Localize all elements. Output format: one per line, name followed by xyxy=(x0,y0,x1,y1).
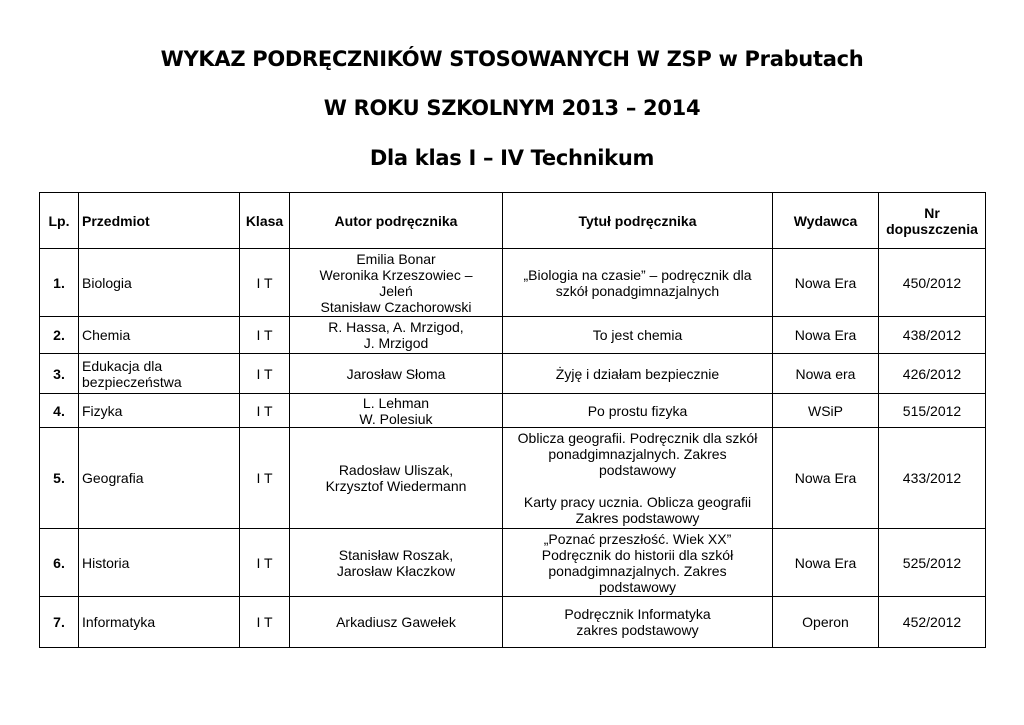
cell-lp: 4. xyxy=(40,394,79,428)
class-range-heading: Dla klas I – IV Technikum xyxy=(369,146,655,170)
cell-class: I T xyxy=(240,529,290,597)
cell-title: To jest chemia xyxy=(503,317,773,354)
table-row xyxy=(40,317,986,354)
cell-publisher: Nowa era xyxy=(773,354,879,394)
cell-approval-number: 426/2012 xyxy=(879,354,986,394)
textbook-table xyxy=(39,192,986,648)
cell-subject: Geografia xyxy=(79,428,240,529)
cell-lp: 2. xyxy=(40,317,79,354)
column-header-subject: Przedmiot xyxy=(79,193,240,249)
cell-title: Podręcznik Informatyka zakres podstawowy xyxy=(503,597,773,648)
cell-author: Arkadiusz Gawełek xyxy=(290,597,503,648)
column-header-approval-number: Nr dopuszczenia xyxy=(879,193,986,249)
school-year-heading: W ROKU SZKOLNYM 2013 – 2014 xyxy=(323,96,701,120)
column-header-publisher: Wydawca xyxy=(773,193,879,249)
cell-subject: Biologia xyxy=(79,249,240,317)
cell-lp: 6. xyxy=(40,529,79,597)
table-row xyxy=(40,354,986,394)
cell-author: Stanisław Roszak, Jarosław Kłaczkow xyxy=(290,529,503,597)
column-header-lp: Lp. xyxy=(40,193,79,249)
cell-author: Jarosław Słoma xyxy=(290,354,503,394)
table-row xyxy=(40,529,986,597)
cell-class: I T xyxy=(240,249,290,317)
cell-lp: 1. xyxy=(40,249,79,317)
table-row xyxy=(40,249,986,317)
cell-approval-number: 515/2012 xyxy=(879,394,986,428)
cell-class: I T xyxy=(240,394,290,428)
table-header-row xyxy=(40,193,986,249)
cell-publisher: Nowa Era xyxy=(773,249,879,317)
cell-publisher: Nowa Era xyxy=(773,529,879,597)
cell-author: Radosław Uliszak, Krzysztof Wiedermann xyxy=(290,428,503,529)
column-header-title: Tytuł podręcznika xyxy=(503,193,773,249)
column-header-class: Klasa xyxy=(240,193,290,249)
cell-title: Oblicza geografii. Podręcznik dla szkół ponadgimnazjalnych. Zakres podstawowy Karty pracy ucznia. Oblicza geografii Zakres podstawowy xyxy=(503,428,773,529)
cell-publisher: Operon xyxy=(773,597,879,648)
cell-author: R. Hassa, A. Mrzigod, J. Mrzigod xyxy=(290,317,503,354)
cell-title: „Poznać przeszłość. Wiek XX” Podręcznik do historii dla szkół ponadgimnazjalnych. Zakres podstawowy xyxy=(503,529,773,597)
cell-lp: 7. xyxy=(40,597,79,648)
cell-subject: Informatyka xyxy=(79,597,240,648)
cell-lp: 3. xyxy=(40,354,79,394)
cell-subject: Chemia xyxy=(79,317,240,354)
table-row xyxy=(40,394,986,428)
cell-approval-number: 433/2012 xyxy=(879,428,986,529)
cell-title: Po prostu fizyka xyxy=(503,394,773,428)
cell-class: I T xyxy=(240,428,290,529)
cell-author: Emilia Bonar Weronika Krzeszowiec – Jeleń Stanisław Czachorowski xyxy=(290,249,503,317)
cell-approval-number: 438/2012 xyxy=(879,317,986,354)
document-title: WYKAZ PODRĘCZNIKÓW STOSOWANYCH W ZSP w Prabutach xyxy=(160,47,864,71)
cell-approval-number: 450/2012 xyxy=(879,249,986,317)
table-row xyxy=(40,428,986,529)
cell-class: I T xyxy=(240,597,290,648)
cell-author: L. Lehman W. Polesiuk xyxy=(290,394,503,428)
cell-lp: 5. xyxy=(40,428,79,529)
cell-class: I T xyxy=(240,354,290,394)
cell-class: I T xyxy=(240,317,290,354)
cell-title: „Biologia na czasie” – podręcznik dla szkół ponadgimnazjalnych xyxy=(503,249,773,317)
table-row xyxy=(40,597,986,648)
cell-publisher: Nowa Era xyxy=(773,428,879,529)
column-header-author: Autor podręcznika xyxy=(290,193,503,249)
cell-publisher: Nowa Era xyxy=(773,317,879,354)
cell-subject: Historia xyxy=(79,529,240,597)
cell-subject: Fizyka xyxy=(79,394,240,428)
cell-title: Żyję i działam bezpiecznie xyxy=(503,354,773,394)
cell-subject: Edukacja dla bezpieczeństwa xyxy=(79,354,240,394)
cell-approval-number: 525/2012 xyxy=(879,529,986,597)
cell-approval-number: 452/2012 xyxy=(879,597,986,648)
cell-publisher: WSiP xyxy=(773,394,879,428)
